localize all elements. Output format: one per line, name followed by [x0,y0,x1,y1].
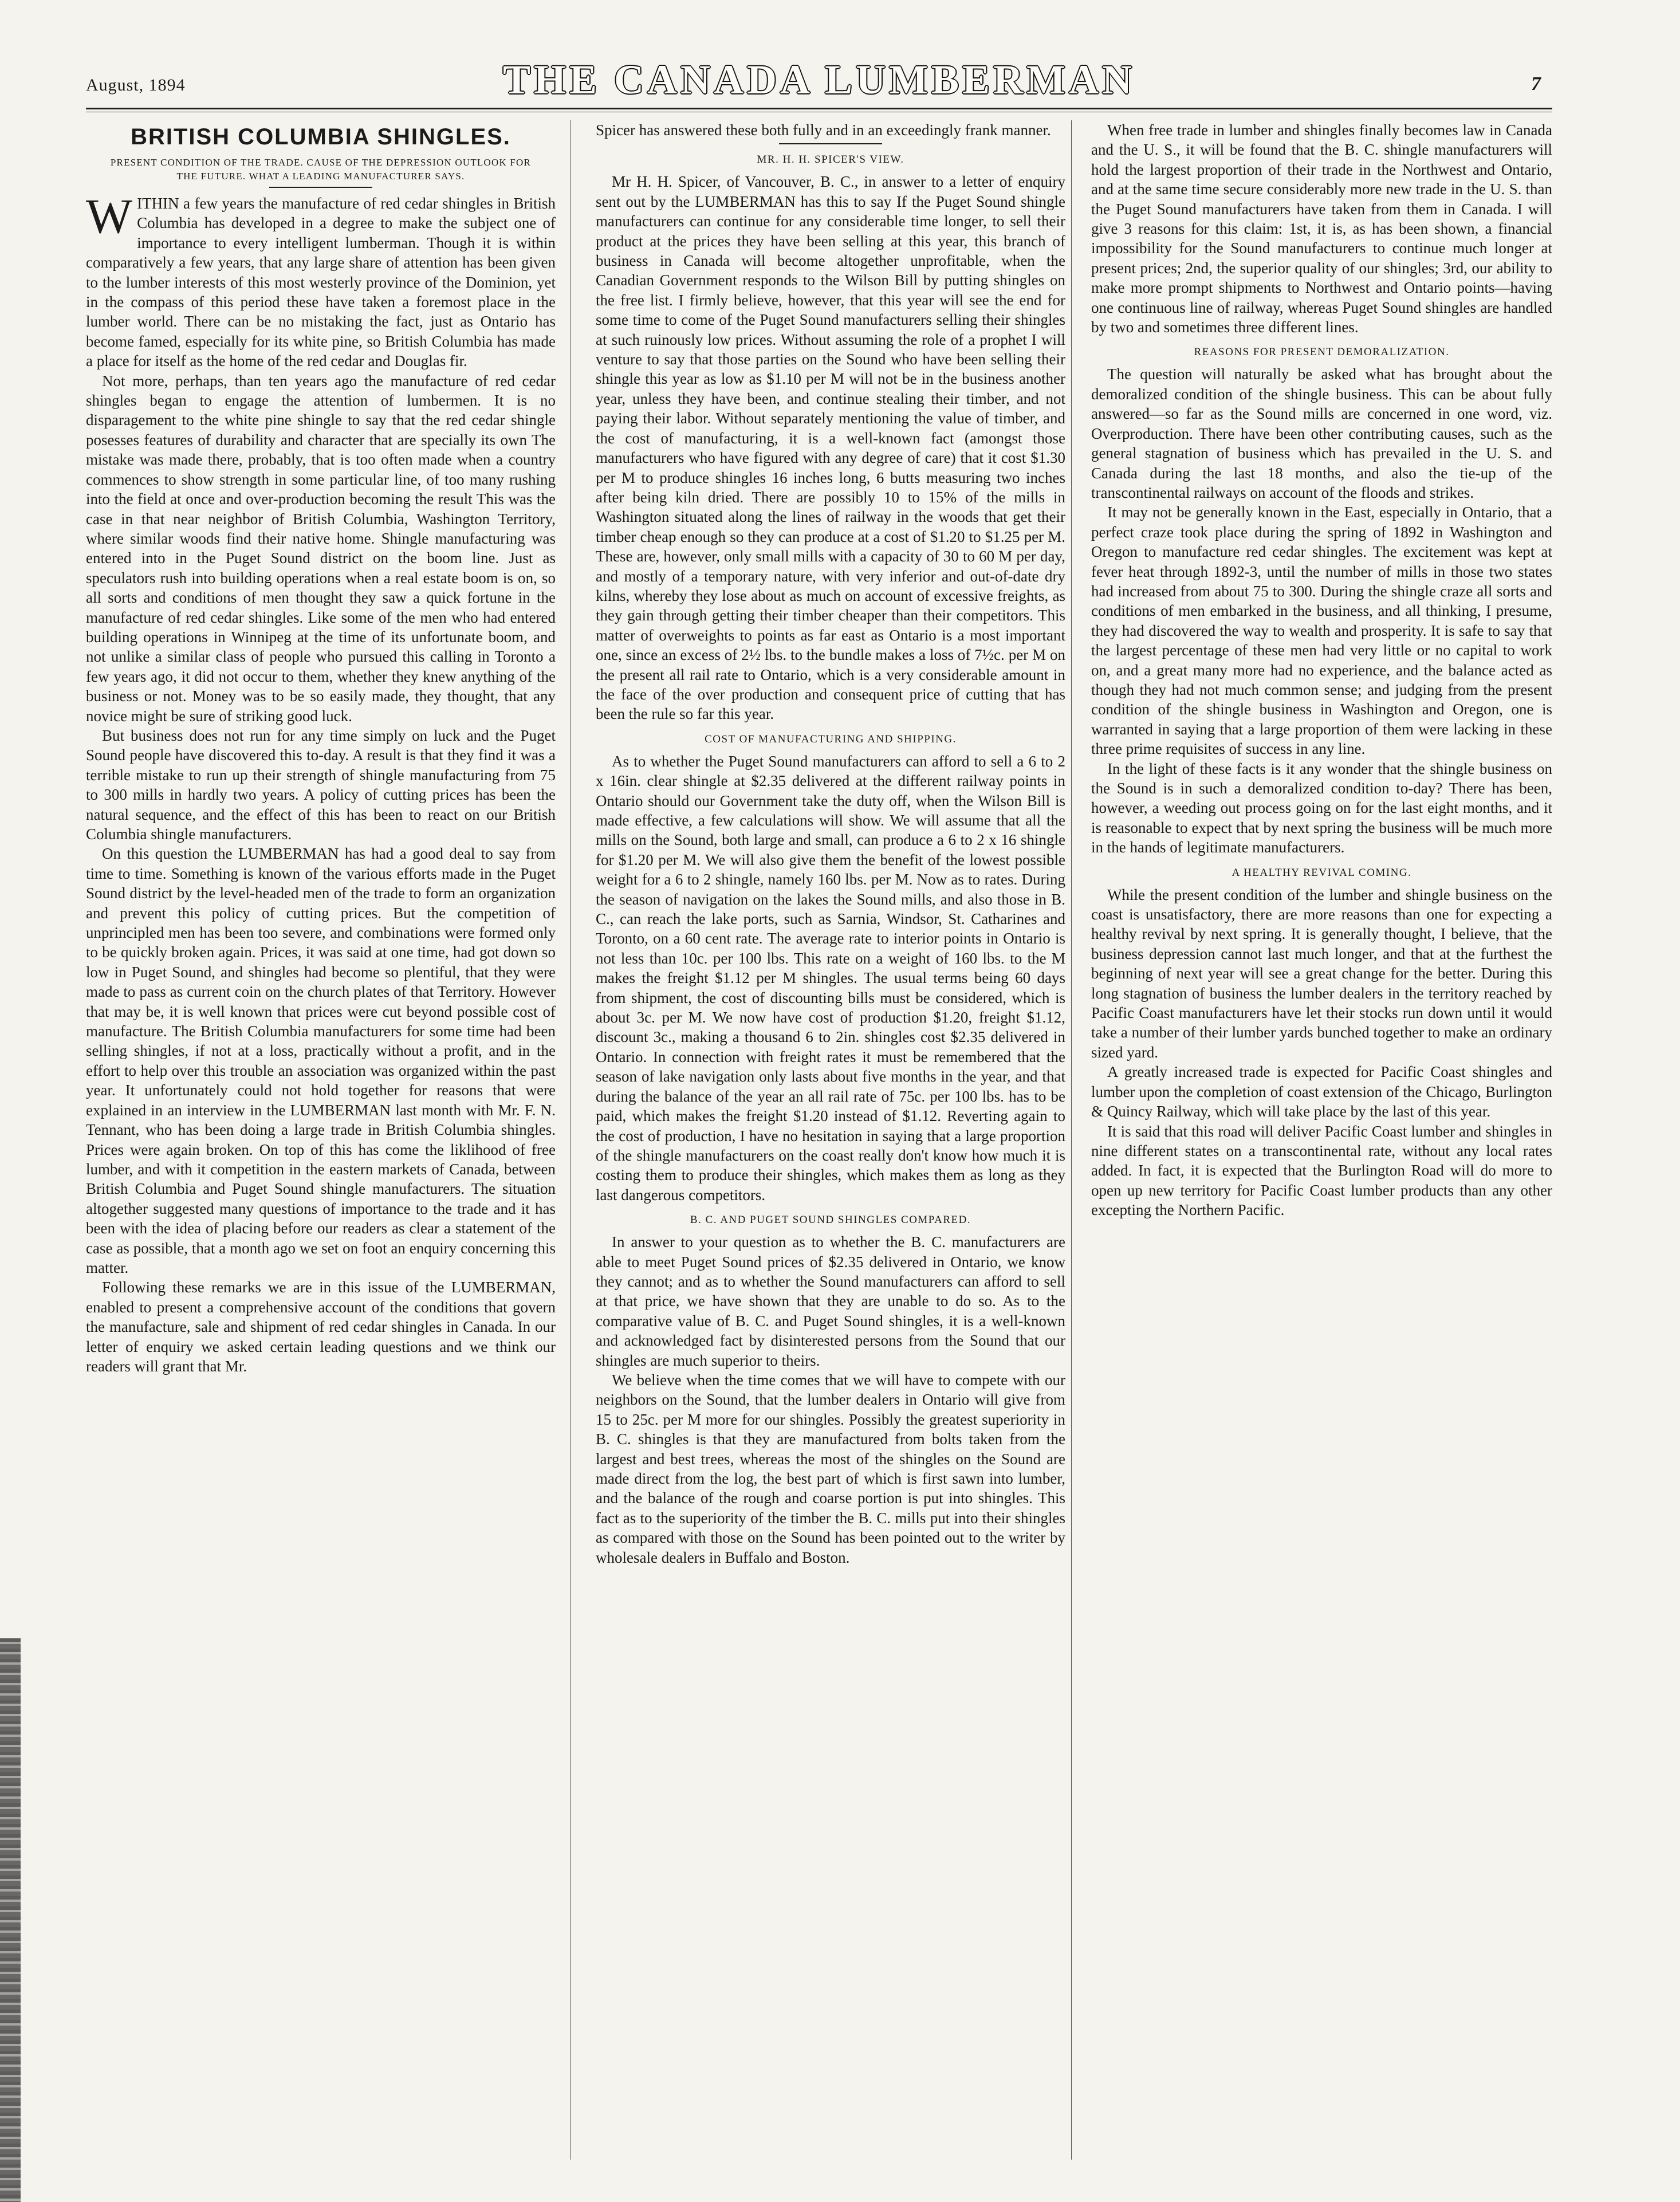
paragraph: Following these remarks we are in this issue of the LUMBERMAN, enabled to present a comprehensive account of the conditions that govern the manufacture, sale and shipment of red cedar shingles in Canada. In our letter of enquiry we asked certain leading questions and we think our readers will grant that Mr. [86,1279,556,1375]
column-rule [570,120,571,2160]
header-rule [86,108,1552,112]
binding-edge [0,1638,21,2202]
paragraph: Mr H. H. Spicer, of Vancouver, B. C., in answer to a letter of enquiry sent out by the LUMBERMAN has this to say If the Puget Sound shingle manufacturers can continue for any considerable time longer, to sell their product at the prices they have been selling at this year, this branch of business in Canada will become altogether unprofitable, when the Canadian Government responds to the Wilson Bill by putting shingles on the free list. I firmly believe, however, that this year will see the end for some time to come of the Puget Sound manufacturers selling their shingles at such ruinously low prices. Without assuming the role of a prophet I will venture to say that those parties on the Sound who have been selling their shingle this year as low as $1.10 per M will not be in the business another year, unless they have been, and continue stealing their timber, and not paying their labor. Without separately mentioning the value of timber, and the cost of manufacturing, it is a well-known fact (amongst those manufacturers who have figured with any degree of care) that it cost $1.30 per M to produce shingles 16 inches long, 6 butts measuring two inches after being kiln dried. There are possibly 10 to 15% of the mills in Washington situated along the lines of railway in the woods that get their timber cheap enough so they can produce at a cost of $1.20 to $1.25 per M. These are, however, only small mills with a capacity of 30 to 60 M per day, and mostly of a temporary nature, with very inferior and out-of-date dry kilns, whereby they lose about as much on account of excessive freights, as they gain through getting their timber cheaper than their competitors. This matter of overweights to points as far east as Ontario is a most important one, since an excess of 2½ lbs. to the bundle makes a loss of 7½c. per M on the present all rail rate to Ontario, which is a very considerable amount in the face of the over production and consequent price of cutting that has been the rule so far this year. [596,173,1065,723]
page-number: 7 [1531,73,1541,95]
paragraph: While the present condition of the lumber and shingle business on the coast is unsatisfactory, there are more reasons than one for expecting a healthy revival by next spring. It is generally thought, I believe, that the business depression cannot last much longer, and that at the furthest the beginning of next year will see a great change for the better. During this long stagnation of business the lumber dealers in the territory reached by Pacific Coast manufacturers have let their stocks run down until it would take a number of their lumber yards bunched together to make an ordinary sized yard. [1091,886,1552,1061]
section-heading-spicer: MR. H. H. SPICER'S VIEW. [757,154,904,166]
drop-cap: W [86,188,133,243]
paragraph: A greatly increased trade is expected for Pacific Coast shingles and lumber upon the completion of coast extension of the Chicago, Burlington & Quincy Railway, which will take place by the last of this year. [1091,1063,1552,1120]
paragraph: Not more, perhaps, than ten years ago the manufacture of red cedar shingles began to engage the attention of lumbermen. It is no disparagement to the white pine shingle to say that the red cedar shingle posesses features of durability and character that are specially its own The mistake was made there, probably, that is too often made when a country commences to show strength in some particular line, of too many rushing into the field at once and over-production becoming the result This was the case in that near neighbor of British Columbia, Washington Territory, where similar woods find their native home. Shingle manufacturing was entered into in the Puget Sound district on the boom line. Just as speculators rush into building operations when a real estate boom is on, so all sorts and conditions of men thought they saw a quick fortune in the manufacture of red cedar shingles. Like some of the men who had entered building operations in Winnipeg at the time of its unfortunate boom, and not unlike a similar class of people who pursued this calling in Toronto a few years ago, it did not occur to them, whether they knew anything of the business or not. Money was to be so easily made, they thought, that any novice might be sure of striking good luck. [86,372,556,725]
paragraph: But business does not run for any time simply on luck and the Puget Sound people have discovered this to-day. A result is that they find it was a terrible mistake to run up their strength of shingle manufacturing from 75 to 300 mills in hardly two years. A policy of cutting prices has been the natural sequence, and the effect of this has been to react on our British Columbia shingle manufacturers. [86,726,556,843]
paragraph: The question will naturally be asked what has brought about the demoralized condition of the shingle business. This can be about fully answered—so far as the Sound mills are concerned in one word, viz. Overproduction. There have been other contributing causes, such as the general stagnation of business which has prevailed in the U. S. and Canada during the last 18 months, and also the tie-up of the transcontinental railways on account of the floods and strikes. [1091,365,1552,501]
paragraph: Spicer has answered these both fully and in an exceedingly frank manner. [596,121,1051,139]
paragraph [86,188,556,371]
section-heading-reasons: REASONS FOR PRESENT DEMORALIZATION. [1194,346,1450,359]
section-heading-revival: A HEALTHY REVIVAL COMING. [1232,866,1412,879]
paragraph: In the light of these facts is it any wonder that the shingle business on the Sound is in such a demoralized condition to-day? There has been, however, a weeding out process going on for the last eight months, and it is reasonable to expect that by next spring the business will be much more in the hands of legitimate manufacturers. [1091,760,1552,856]
headline-rule [269,187,372,188]
paragraph: It is said that this road will deliver Pacific Coast lumber and shingles in nine different states on a transcontinental rate, without any local rates added. In fact, it is expected that the Burlington Road will do more to open up new territory for Pacific Coast lumber products than any other excepting the Northern Pacific. [1091,1122,1552,1219]
paragraph: When free trade in lumber and shingles finally becomes law in Canada and the U. S., it will be found that the B. C. shingle manufacturers will hold the largest proportion of their trade in the Northwest and Ontario, and at the same time secure considerably more new trade in the U. S. than the Puget Sound manufacturers have taken from them in Canada. I will give 3 reasons for this claim: 1st, it is, as has been shown, a financial impossibility for the Sound manufacturers to continue much longer at present prices; 2nd, the superior quality of our shingles; 3rd, our ability to make more prompt shipments to Northwest and Ontario points—having one continuous line of railway, whereas Puget Sound shingles are handled by two and sometimes three different lines. [1091,121,1552,336]
section-heading-cost: COST OF MANUFACTURING AND SHIPPING. [705,733,957,745]
paragraph: In answer to your question as to whether the B. C. manufacturers are able to meet Puget Sound prices of $2.35 delivered in Ontario, we know they cannot; and as to whether the Sound manufacturers can afford to sell at that price, we have shown that they are unable to do so. As to the comparative value of B. C. and Puget Sound shingles, it is a well-known and acknowledged fact by disinterested persons from the Sound that our shingles are much superior to theirs. [596,1233,1065,1369]
column-1 [86,120,556,2160]
issue-date: August, 1894 [86,76,186,95]
masthead: THE CANADA LUMBERMAN [502,57,1136,103]
column-2 [596,120,1065,2160]
column-3 [1091,120,1552,2160]
section-rule [779,143,882,144]
paragraph: It may not be generally known in the East, especially in Ontario, that a perfect craze took place during the spring of 1892 in Washington and Oregon to manufacture red cedar shingles. The excitement was kept at fever heat through 1892-3, until the number of mills in those two states had increased from about 75 to 300. During the shingle craze all sorts and conditions of men embarked in the business, and all thinking, I presume, they had discovered the way to wealth and prosperity. It is safe to say that the largest percentage of these men had very little or no capital to work on, and a great many more had no experience, and the balance acted as though they had not much common sense; and judging from the present condition of the shingle business in Washington and Oregon, one is warranted in saying that a large proportion of them were lacking in these three prime requisites of success in any line. [1091,504,1552,758]
paragraph-text: ITHIN a few years the manufacture of red cedar shingles in British Columbia has developed in a degree to make the subject one of importance to every intelligent lumberman. Though it is within comparatively a few years, that any large share of attention has been given to the lumber interests of this most westerly province of the Dominion, yet in the compass of this period these have taken a foremost place in the lumber world. There can be no mistaking the fact, just as Ontario has become famed, especially for its white pine, so British Columbia has made a place for itself as the home of the red cedar and Douglas fir. [86,195,556,370]
page-header [86,56,1552,104]
section-heading-compared: B. C. AND PUGET SOUND SHINGLES COMPARED. [690,1214,971,1226]
paragraph: On this question the LUMBERMAN has had a good deal to say from time to time. Something is known of the various efforts made in the Puget Sound district by the level-headed men of the trade to form an organization and prevent this policy of cutting prices. But the competition of unprincipled men has been too severe, and combinations were formed only to be quickly broken again. Prices, it was said at one time, had got down so low in Puget Sound, and shingles had become so plentiful, that they were made to pass as current coin on the church plates of that Territory. However that may be, it is well known that prices were cut beyond possible cost of manufacture. The British Columbia manufacturers for some time had been selling shingles, if not at a loss, practically without a profit, and in the effort to help over this trouble an association was organized within the past year. It unfortunately could not hold together for reasons that were explained in an interview in the LUMBERMAN last month with Mr. F. N. Tennant, who has been doing a large trade in British Columbia shingles. Prices were again broken. On top of this has come the liklihood of free lumber, and with it competition in the eastern markets of Canada, between British Columbia and Puget Sound shingle manufacturers. The situation altogether suggested many questions of importance to the trade and it has been with the idea of placing before our readers as clear a statement of the case as possible, that a month ago we set on foot an enquiry concerning this matter. [86,845,556,1276]
paragraph: We believe when the time comes that we will have to compete with our neighbors on the Sound, that the lumber dealers in Ontario will give from 15 to 25c. per M more for our shingles. Possibly the greatest superiority in B. C. shingles is that they are manufactured from bolts taken from the largest and best trees, whereas the most of the shingles on the Sound are made direct from the log, the best part of which is first sawn into lumber, and the balance of the rough and coarse portion is put into shingles. This fact as to the superiority of the timber the B. C. mills put into their shingles as compared with those on the Sound has been pointed out to the writer by wholesale dealers in Buffalo and Boston. [596,1371,1065,1566]
paragraph: As to whether the Puget Sound manufacturers can afford to sell a 6 to 2 x 16in. clear shingle at $2.35 delivered at the different railway points in Ontario should our Government take the duty off, when the Wilson Bill is made effective, a few calculations will show. We will assume that all the mills on the Sound, both large and small, can produce a 6 to 2 x 16 shingle for $1.20 per M. We will also give them the benefit of the lowest possible weight for a 6 to 2 shingle, namely 160 lbs. per M. Now as to rates. During the season of navigation on the lakes the Sound mills, and also those in B. C., can reach the lake ports, such as Sarnia, Windsor, St. Catharines and Toronto, on a 60 cent rate. The average rate to interior points in Ontario is not less than 10c. per 100 lbs. This rate on a weight of 160 lbs. to the M makes the freight $1.12 per M shingles. The usual terms being 60 days from shipment, the cost of discounting bills must be considered, which is about 3c. per M. We now have cost of production $1.20, freight $1.12, discount 3c., making a thousand 6 to 2in. shingles cost $2.35 delivered in Ontario. In connection with freight rates it must be remembered that the season of lake navigation only lasts about five months in the year, and that during the balance of the year an all rail rate of 75c. per 100 lbs. has to be paid, which makes the freight $1.20 instead of $1.12. Reverting again to the cost of production, I have no hesitation in saying that a large proportion of the shingle manufacturers on the coast really don't know how much it is costing them to produce their shingles, which makes them as long as they last dangerous competitors. [596,752,1065,1204]
article-subhead: PRESENT CONDITION OF THE TRADE. CAUSE OF THE DEPRESSION OUTLOOK FOR THE FUTURE. WHAT A LEADING MANUFACTURER SAYS. [110,157,532,182]
column-rule [1071,120,1072,2160]
article-headline: BRITISH COLUMBIA SHINGLES. [131,124,511,150]
